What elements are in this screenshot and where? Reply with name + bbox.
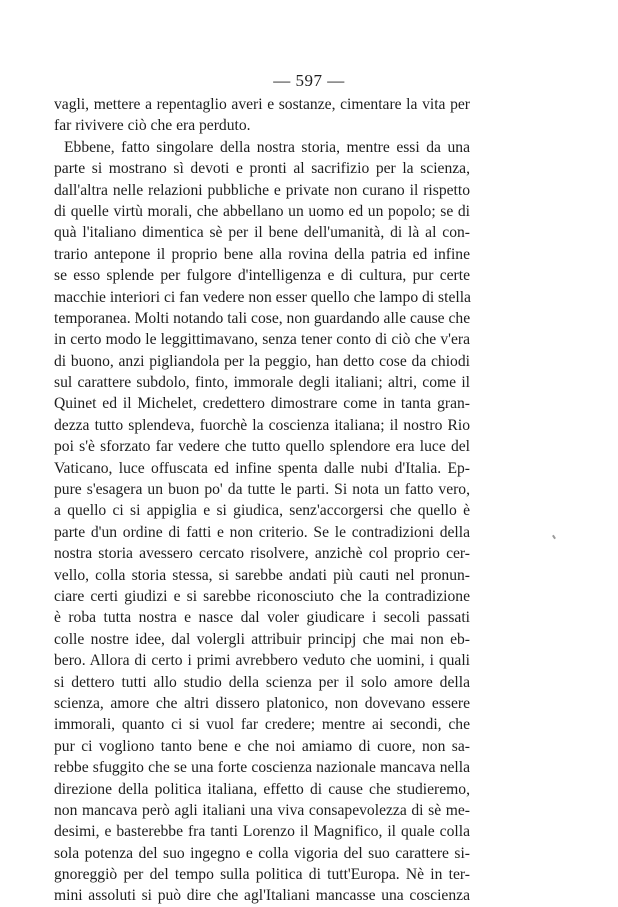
text-line: parte si mostrano sì devoti e pronti al sacrifizio per la scienza, bbox=[54, 160, 470, 178]
text-line: Quinet ed il Michelet, credettero dimostrare come in tanta gran- bbox=[54, 395, 470, 413]
text-line: pure s'esagera un buon po' da tutte le parti. Si nota un fatto vero, bbox=[54, 481, 470, 499]
text-line: poi s'è sforzato far vedere che tutto quello splendore era luce del bbox=[54, 438, 470, 456]
text-line: a quello ci si appiglia e si giudica, senz'accorgersi che quello è bbox=[54, 502, 470, 520]
paragraph-2 bbox=[54, 137, 470, 907]
scan-speck bbox=[552, 535, 556, 539]
text-line: pur ci vogliono tanto bene e che noi amiamo di cuore, non sa- bbox=[54, 737, 470, 755]
text-line: di buono, anzi pigliandola per la peggio, han detto cose da chiodi bbox=[54, 352, 470, 370]
text-line: mini assoluti si può dire che agl'Italiani mancasse una coscienza bbox=[54, 887, 470, 905]
text-line: colle nostre idee, dal volergli attribuir principj che mai non eb- bbox=[54, 630, 470, 648]
text-line: vagli, mettere a repentaglio averi e sostanze, cimentare la vita per bbox=[54, 96, 470, 113]
text-line: Vaticano, luce offuscata ed infine spenta dalle nubi d'Italia. Ep- bbox=[54, 459, 470, 477]
text-line: nostra storia avessero cercato risolvere, anzichè col proprio cer- bbox=[54, 545, 470, 563]
text-line: dezza tutto splendeva, fuorchè la coscienza italiana; il nostro Rio bbox=[54, 416, 470, 434]
text-line: scienza, amore che altri dissero platonico, non dovevano essere bbox=[54, 694, 470, 712]
text-line: ciare certi giudizi e si sarebbe riconosciuto che la contradizione bbox=[54, 587, 470, 605]
text-line: desimi, e basterebbe fra tanti Lorenzo il Magnifico, il quale colla bbox=[54, 823, 470, 841]
text-line: far rivivere ciò che era perduto. bbox=[54, 117, 251, 135]
text-line: se esso splende per fulgore d'intelligenza e di cultura, pur certe bbox=[54, 267, 470, 285]
text-line: immorali, quanto ci si vuol far credere; mentre ai secondi, che bbox=[54, 716, 470, 734]
text-line: dall'altra nelle relazioni pubbliche e private non curano il rispetto bbox=[54, 181, 470, 199]
text-line: macchie interiori ci fan vedere non esser quello che lampo di stella bbox=[54, 288, 471, 306]
text-line: rebbe sfuggito che se una forte coscienza nazionale mancava nella bbox=[54, 759, 470, 777]
body-text bbox=[54, 94, 470, 907]
text-line: gnoreggiò per del tempo sulla politica di tutt'Europa. Nè in ter- bbox=[54, 866, 470, 884]
paragraph-1 bbox=[54, 94, 470, 137]
text-line: vello, colla storia stessa, si sarebbe andati più cauti nel pronun- bbox=[54, 566, 470, 584]
text-line: temporanea. Molti notando tali cose, non guardando alle cause che bbox=[54, 309, 471, 327]
text-line: direzione della politica italiana, effetto di cause che studieremo, bbox=[54, 780, 470, 798]
text-line: in certo modo le leggittimavano, senza tener conto di ciò che v'era bbox=[54, 331, 470, 349]
text-line: di quelle virtù morali, che abbellano un uomo ed un popolo; se di bbox=[54, 202, 470, 220]
text-line: bero. Allora di certo i primi avrebbero veduto che uomini, i quali bbox=[54, 652, 470, 670]
text-line: Ebbene, fatto singolare della nostra storia, mentre essi da una bbox=[64, 138, 470, 156]
text-line: trario antepone il proprio bene alla rovina della patria ed infine bbox=[54, 245, 470, 263]
text-line: si dettero tutti allo studio della scienza per il solo amore della bbox=[54, 673, 470, 691]
text-line: non mancava però agli italiani una viva consapevolezza di sè me- bbox=[54, 801, 470, 819]
text-line: è roba tutta nostra e nasce dal voler giudicare i secoli passati bbox=[54, 609, 470, 627]
page-number: — 597 — bbox=[273, 71, 345, 90]
text-line: quà l'italiano dimentica sè per il bene dell'umanità, di là al con- bbox=[54, 224, 470, 242]
text-line: sul carattere subdolo, finto, immorale degli italiani; altri, come il bbox=[54, 374, 470, 392]
text-line: sola potenza del suo ingegno e colla vigoria del suo carattere si- bbox=[54, 844, 470, 862]
text-line: parte d'un ordine di fatti e non criterio. Se le contradizioni della bbox=[54, 523, 470, 541]
